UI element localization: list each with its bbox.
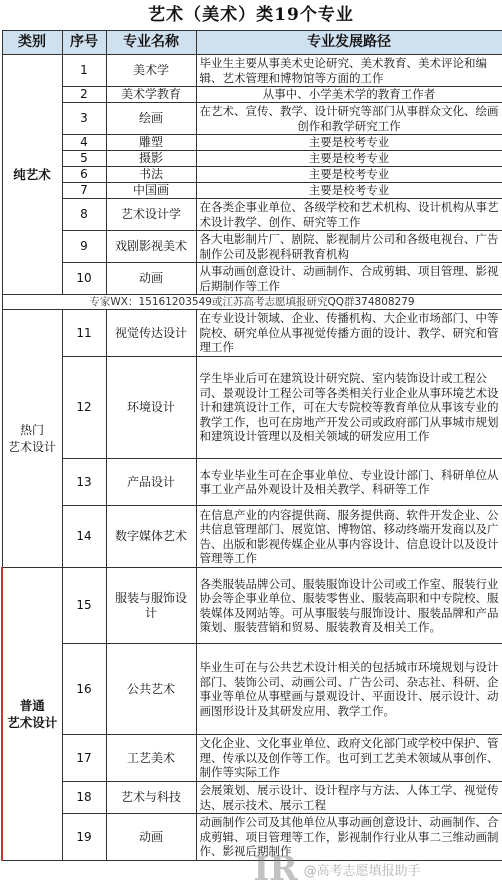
category-pure: 纯艺术	[2, 55, 62, 295]
page-title: 艺术（美术）类19个专业	[148, 5, 354, 25]
watermark-logo: IR	[253, 849, 298, 889]
row-path: 文化企业、文化事业单位、政府文化部门或学校中保护、管理、传承以及创作等工作。也可到工艺美术领域从事创作、制作等实际工作	[196, 735, 502, 782]
row-number: 12	[62, 357, 106, 459]
row-path: 主要是校考专业	[196, 167, 502, 183]
row-number: 19	[62, 814, 106, 861]
row-major-name: 绘画	[106, 103, 196, 135]
row-major-name: 工艺美术	[106, 735, 196, 782]
row-major-name: 戏剧影视美术	[106, 231, 196, 263]
row-path: 主要是校考专业	[196, 183, 502, 199]
table-row	[2, 263, 502, 295]
table-row	[2, 506, 502, 568]
header-number: 序号	[62, 31, 106, 55]
row-major-name: 摄影	[106, 151, 196, 167]
row-number: 11	[62, 310, 106, 357]
row-major-name: 产品设计	[106, 459, 196, 506]
row-path: 毕业生主要从事美术史论研究、美术教育、美术评论和编辑、艺术管理和博物馆等方面的工作	[196, 55, 502, 87]
row-number: 14	[62, 506, 106, 568]
row-path: 各大电影制片厂、剧院、影视制片公司和各级电视台、广告制作公司及影视科研教育机构	[196, 231, 502, 263]
category-general-design	[2, 568, 62, 861]
table-row	[2, 231, 502, 263]
row-path: 毕业生可在与公共艺术设计相关的包括城市环境规划与设计部门、装饰公司、动画公司、广告公司、杂志社、科研、企事业等单位从事壁画与景观设计、平面设计、展示设计、动画图形设计及其研发应用、教学工作。	[196, 644, 502, 735]
row-number: 8	[62, 199, 106, 231]
row-number: 6	[62, 167, 106, 183]
table-row	[2, 568, 502, 644]
table-row	[2, 735, 502, 782]
row-major-name: 艺术与科技	[106, 782, 196, 814]
category-general-label: 普通 艺术设计	[7, 698, 58, 730]
header-name: 专业名称	[106, 31, 196, 55]
table-row	[2, 782, 502, 814]
row-path: 在信息产业的内容提供商、服务提供商、软件开发企业、公共信息管理部门、展览馆、博物馆、移动终端开发商以及广告、出版和影视传媒企业从事内容设计、信息设计以及设计管理等工作	[196, 506, 502, 568]
watermark-text: @高考志愿填报助手	[303, 863, 421, 879]
category-hot-design	[2, 310, 62, 568]
contact-info: 专家WX：15161203549或江苏高考志愿填报研究QQ群374808279	[2, 295, 502, 310]
row-path: 本专业毕业生可在企事业单位、专业设计部门、科研单位从事工业产品外观设计及相关教学、科研等工作	[196, 459, 502, 506]
table-row	[2, 55, 502, 87]
row-major-name: 美术学教育	[106, 87, 196, 103]
row-number: 10	[62, 263, 106, 295]
row-path: 主要是校考专业	[196, 151, 502, 167]
row-number: 3	[62, 103, 106, 135]
table-row	[2, 357, 502, 459]
row-number: 2	[62, 87, 106, 103]
row-number: 9	[62, 231, 106, 263]
table-row	[2, 199, 502, 231]
row-path: 在专业设计领域、企业、传播机构、大企业市场部门、中等院校、研究单位从事视觉传播方面的设计、教学、研究和管理工作	[196, 310, 502, 357]
row-number: 5	[62, 151, 106, 167]
row-number: 13	[62, 459, 106, 506]
row-major-name: 中国画	[106, 183, 196, 199]
row-number: 7	[62, 183, 106, 199]
row-number: 15	[62, 568, 106, 644]
row-major-name: 服装与服饰设计	[106, 568, 196, 644]
table-row	[2, 135, 502, 151]
table-row	[2, 459, 502, 506]
table-row	[2, 183, 502, 199]
row-major-name: 动画	[106, 814, 196, 861]
row-major-name: 雕塑	[106, 135, 196, 151]
row-path: 会展策划、展示设计、设计程序与方法、人体工学、视觉传达、展示技术、展示工程	[196, 782, 502, 814]
table-row	[2, 87, 502, 103]
header-category: 类别	[2, 31, 62, 55]
contact-row	[2, 295, 502, 310]
table-row	[2, 310, 502, 357]
row-major-name: 艺术设计学	[106, 199, 196, 231]
row-path: 从事中、小学美术学的教育工作者	[196, 87, 502, 103]
row-major-name: 书法	[106, 167, 196, 183]
row-path: 在各类企事业单位、各级学校和艺术机构、设计机构从事艺术设计教学、创作、研究等工作	[196, 199, 502, 231]
row-number: 17	[62, 735, 106, 782]
row-major-name: 环境设计	[106, 357, 196, 459]
header-path: 专业发展路径	[196, 31, 502, 55]
row-path: 主要是校考专业	[196, 135, 502, 151]
row-number: 16	[62, 644, 106, 735]
row-major-name: 视觉传达设计	[106, 310, 196, 357]
row-path: 学生毕业后可在建筑设计研究院、室内装饰设计或工程公司、景观设计工程公司等各类相关行业企业从事环境艺术设计和建筑设计工作，可在大专院校等教育单位从事该专业的教学工作，也可在房地产开发公司或政府部门从事城市规划和建筑设计管理以及相关领域的研发应用工作	[196, 357, 502, 459]
row-number: 18	[62, 782, 106, 814]
table-row	[2, 167, 502, 183]
row-major-name: 动画	[106, 263, 196, 295]
table-row	[2, 644, 502, 735]
table-row	[2, 814, 502, 861]
row-path: 各类服装品牌公司、服装服饰设计公司或工作室、服装行业协会等企事业单位、服装零售业、服装高职和中专院校、服装媒体及网站等。可从事服装与服饰设计、服装品牌和产品策划、服装营销和贸易、服装教育及相关工作。	[196, 568, 502, 644]
row-path: 从事动画创意设计、动画制作、合成剪辑、项目管理、影视后期制作等工作	[196, 263, 502, 295]
category-hot-label: 热门 艺术设计	[7, 422, 56, 454]
row-number: 1	[62, 55, 106, 87]
row-major-name: 数字媒体艺术	[106, 506, 196, 568]
row-major-name: 公共艺术	[106, 644, 196, 735]
table-header-row	[2, 31, 502, 55]
table-row	[2, 151, 502, 167]
row-number: 4	[62, 135, 106, 151]
row-path: 动画制作公司及其他单位从事动画创意设计、动画制作、合成剪辑、项目管理等工作，影视制作行业从事二三维动画制作、影视后期制作	[196, 814, 502, 861]
row-path: 在艺术、宣传、教学、设计研究等部门从事群众文化、绘画创作和教学研究工作	[196, 103, 502, 135]
table-row	[2, 103, 502, 135]
row-major-name: 美术学	[106, 55, 196, 87]
majors-table	[1, 30, 502, 861]
